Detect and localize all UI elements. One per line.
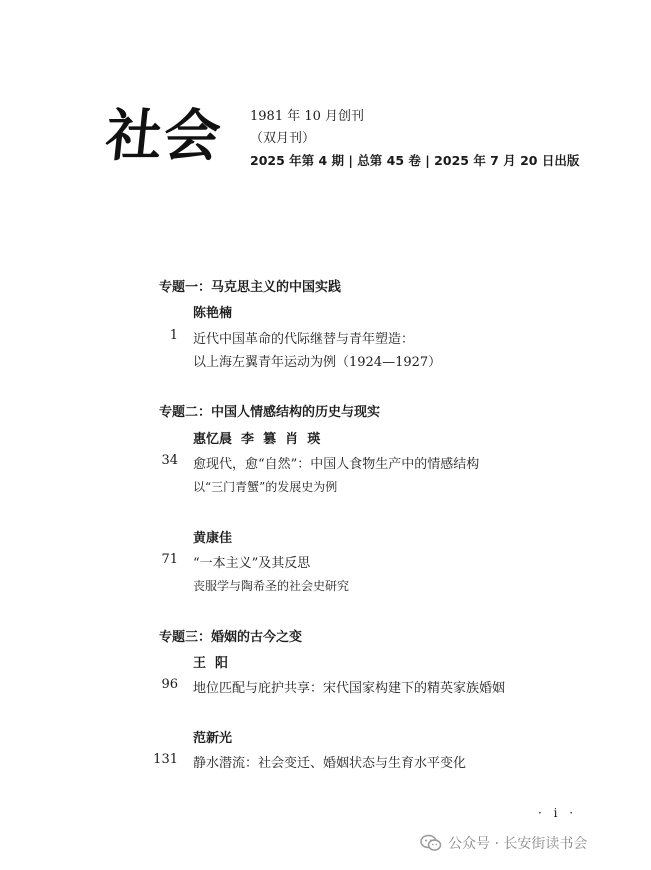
article-subtitle: 丧服学与陶希圣的社会史研究 xyxy=(193,579,350,593)
journal-logo-text: 社会 xyxy=(102,103,226,169)
article-page-number: 34 xyxy=(161,453,178,468)
wechat-official-account-icon xyxy=(420,834,442,852)
topic-heading-2: 专题二：中国人情感结构的历史与现实 xyxy=(159,405,381,420)
article-author: 王 阳 xyxy=(193,656,229,671)
article-title[interactable]: “一本主义”及其反思 xyxy=(193,556,311,571)
watermark-text: 公众号 · 长安街读书会 xyxy=(448,836,588,852)
article-title[interactable]: 愈现代，愈“自然”：中国人食物生产中的情感结构 xyxy=(193,457,480,472)
article-page-number: 96 xyxy=(161,677,178,692)
watermark xyxy=(420,829,587,857)
topic-heading-1: 专题一：马克思主义的中国实践 xyxy=(159,280,342,295)
journal-logo xyxy=(102,103,248,169)
topic-heading-3: 专题三：婚姻的古今之变 xyxy=(159,630,303,645)
masthead xyxy=(102,103,606,184)
article-page-number: 131 xyxy=(153,752,178,767)
article-author: 黄康佳 xyxy=(193,531,233,546)
article-page-number: 1 xyxy=(169,328,178,343)
article-author: 惠忆晨 李 篡 肖 瑛 xyxy=(193,432,321,447)
article-title[interactable]: 地位匹配与庇护共享：宋代国家构建下的精英家族婚姻 xyxy=(193,681,506,696)
issue-info: 2025 年第 4 期 | 总第 45 卷 | 2025 年 7 月 20 日出版 xyxy=(250,153,580,168)
masthead-meta xyxy=(250,106,600,172)
article-author: 陈艳楠 xyxy=(193,306,233,321)
article-title[interactable]: 近代中国革命的代际继替与青年塑造： xyxy=(193,332,415,347)
article-author: 范新光 xyxy=(193,731,233,746)
article-title[interactable]: 静水潜流：社会变迁、婚姻状态与生育水平变化 xyxy=(193,756,467,771)
page-folio: · i · xyxy=(538,806,578,820)
article-subtitle: 以上海左翼青年运动为例（1924—1927） xyxy=(193,355,442,370)
publication-frequency: （双月刊） xyxy=(250,131,316,146)
article-subtitle: 以“三门青蟹”的发展史为例 xyxy=(193,480,338,494)
founded-date: 1981 年 10 月创刊 xyxy=(250,109,365,124)
article-page-number: 71 xyxy=(161,552,178,567)
